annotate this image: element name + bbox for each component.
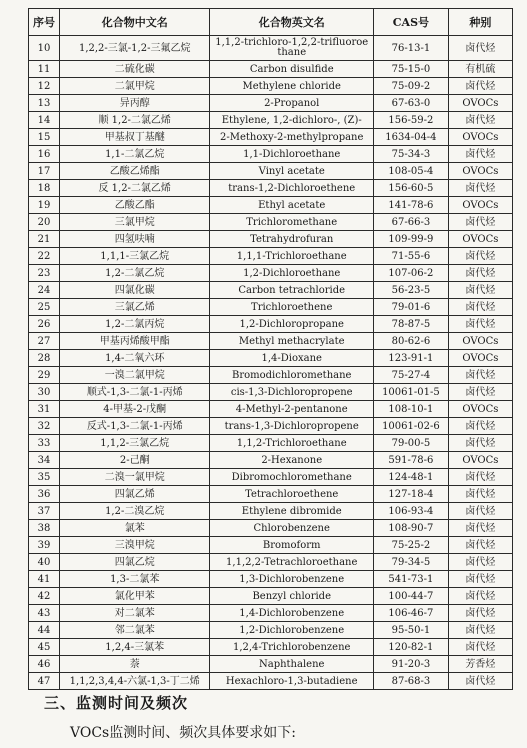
cell-english-name: 1,3-Dichlorobenzene — [210, 571, 374, 588]
cell-category: 卤代烃 — [448, 520, 512, 537]
cell-index: 10 — [29, 36, 60, 61]
cell-index: 12 — [29, 78, 60, 95]
cell-cas: 541-73-1 — [374, 571, 449, 588]
cell-category: 卤代烃 — [448, 588, 512, 605]
cell-category: 卤代烃 — [448, 299, 512, 316]
cell-category: 卤代烃 — [448, 265, 512, 282]
table-row — [29, 163, 513, 180]
cell-english-name: 2-Propanol — [210, 95, 374, 112]
table-row — [29, 231, 513, 248]
cell-chinese-name: 甲基丙烯酸甲酯 — [60, 333, 210, 350]
cell-english-name: 4-Methyl-2-pentanone — [210, 401, 374, 418]
cell-chinese-name: 1,2,4-三氯苯 — [60, 639, 210, 656]
cell-index: 43 — [29, 605, 60, 622]
cell-index: 17 — [29, 163, 60, 180]
cell-index: 11 — [29, 61, 60, 78]
table-row — [29, 78, 513, 95]
cell-index: 13 — [29, 95, 60, 112]
cell-cas: 75-34-3 — [374, 146, 449, 163]
cell-index: 45 — [29, 639, 60, 656]
table-row — [29, 588, 513, 605]
cell-index: 14 — [29, 112, 60, 129]
table-row — [29, 282, 513, 299]
cell-index: 31 — [29, 401, 60, 418]
cell-english-name: Vinyl acetate — [210, 163, 374, 180]
cell-chinese-name: 1,1,2-三氯乙烷 — [60, 435, 210, 452]
cell-cas: 123-91-1 — [374, 350, 449, 367]
cell-english-name: 1,1-Dichloroethane — [210, 146, 374, 163]
table-row — [29, 605, 513, 622]
table-row — [29, 61, 513, 78]
cell-index: 35 — [29, 469, 60, 486]
cell-cas: 76-13-1 — [374, 36, 449, 61]
cell-chinese-name: 顺式-1,3-二氯-1-丙烯 — [60, 384, 210, 401]
cell-cas: 75-09-2 — [374, 78, 449, 95]
cell-english-name: 1,2-Dichloroethane — [210, 265, 374, 282]
cell-chinese-name: 萘 — [60, 656, 210, 673]
cell-index: 37 — [29, 503, 60, 520]
cell-english-name: Methylene chloride — [210, 78, 374, 95]
table-row — [29, 299, 513, 316]
cell-chinese-name: 三溴甲烷 — [60, 537, 210, 554]
cell-chinese-name: 四氯乙烯 — [60, 486, 210, 503]
cell-english-name: 1,1,2,2-Tetrachloroethane — [210, 554, 374, 571]
cell-chinese-name: 1,1-二氯乙烷 — [60, 146, 210, 163]
table-row — [29, 350, 513, 367]
table-row — [29, 452, 513, 469]
cell-index: 15 — [29, 129, 60, 146]
cell-chinese-name: 1,2-二氯乙烷 — [60, 265, 210, 282]
cell-category: OVOCs — [448, 231, 512, 248]
cell-index: 36 — [29, 486, 60, 503]
table-row — [29, 95, 513, 112]
cell-category: 卤代烃 — [448, 36, 512, 61]
cell-category: OVOCs — [448, 163, 512, 180]
cell-category: OVOCs — [448, 197, 512, 214]
cell-index: 41 — [29, 571, 60, 588]
table-row — [29, 384, 513, 401]
cell-english-name: 1,2-Dichlorobenzene — [210, 622, 374, 639]
cell-cas: 91-20-3 — [374, 656, 449, 673]
cell-category: 卤代烃 — [448, 503, 512, 520]
cell-index: 24 — [29, 282, 60, 299]
cell-index: 39 — [29, 537, 60, 554]
table-row — [29, 248, 513, 265]
cell-category: 卤代烃 — [448, 214, 512, 231]
cell-index: 44 — [29, 622, 60, 639]
cell-cas: 67-63-0 — [374, 95, 449, 112]
cell-cas: 80-62-6 — [374, 333, 449, 350]
cell-category: 卤代烃 — [448, 282, 512, 299]
cell-chinese-name: 反 1,2-二氯乙烯 — [60, 180, 210, 197]
cell-chinese-name: 二溴一氯甲烷 — [60, 469, 210, 486]
cell-english-name: 1,1,1-Trichloroethane — [210, 248, 374, 265]
cell-english-name: Bromodichloromethane — [210, 367, 374, 384]
cell-english-name: Ethylene dibromide — [210, 503, 374, 520]
cell-cas: 107-06-2 — [374, 265, 449, 282]
cell-cas: 156-59-2 — [374, 112, 449, 129]
table-row — [29, 656, 513, 673]
header-index: 序号 — [29, 9, 60, 36]
cell-category: 卤代烃 — [448, 418, 512, 435]
cell-index: 25 — [29, 299, 60, 316]
cell-cas: 127-18-4 — [374, 486, 449, 503]
cell-english-name: Trichloroethene — [210, 299, 374, 316]
cell-index: 22 — [29, 248, 60, 265]
cell-index: 26 — [29, 316, 60, 333]
table-row — [29, 571, 513, 588]
table-row — [29, 197, 513, 214]
cell-cas: 108-90-7 — [374, 520, 449, 537]
cell-category: 卤代烃 — [448, 554, 512, 571]
cell-english-name: Benzyl chloride — [210, 588, 374, 605]
cell-english-name: Tetrachloroethene — [210, 486, 374, 503]
header-chinese-name: 化合物中文名 — [60, 9, 210, 36]
cell-english-name: Trichloromethane — [210, 214, 374, 231]
cell-chinese-name: 顺 1,2-二氯乙烯 — [60, 112, 210, 129]
cell-cas: 1634-04-4 — [374, 129, 449, 146]
cell-cas: 78-87-5 — [374, 316, 449, 333]
table-row — [29, 435, 513, 452]
cell-cas: 79-00-5 — [374, 435, 449, 452]
table-row — [29, 622, 513, 639]
cell-index: 38 — [29, 520, 60, 537]
cell-english-name: 1,2,4-Trichlorobenzene — [210, 639, 374, 656]
table-row — [29, 367, 513, 384]
cell-cas: 120-82-1 — [374, 639, 449, 656]
table-body — [29, 36, 513, 690]
table-row — [29, 503, 513, 520]
cell-english-name: Hexachloro-1,3-butadiene — [210, 673, 374, 690]
cell-category: 卤代烃 — [448, 639, 512, 656]
cell-index: 28 — [29, 350, 60, 367]
cell-cas: 106-93-4 — [374, 503, 449, 520]
cell-category: 卤代烃 — [448, 571, 512, 588]
cell-cas: 124-48-1 — [374, 469, 449, 486]
cell-english-name: Carbon tetrachloride — [210, 282, 374, 299]
cell-english-name: Ethylene, 1,2-dichloro-, (Z)- — [210, 112, 374, 129]
cell-cas: 75-25-2 — [374, 537, 449, 554]
cell-english-name: Ethyl acetate — [210, 197, 374, 214]
cell-english-name: 2-Methoxy-2-methylpropane — [210, 129, 374, 146]
cell-category: 有机硫 — [448, 61, 512, 78]
cell-index: 16 — [29, 146, 60, 163]
header-english-name: 化合物英文名 — [210, 9, 374, 36]
cell-chinese-name: 四氯乙烷 — [60, 554, 210, 571]
cell-chinese-name: 1,2-二氯丙烷 — [60, 316, 210, 333]
cell-category: 卤代烃 — [448, 605, 512, 622]
cell-category: 卤代烃 — [448, 384, 512, 401]
table-row — [29, 214, 513, 231]
table-row — [29, 333, 513, 350]
cell-english-name: trans-1,2-Dichloroethene — [210, 180, 374, 197]
cell-cas: 67-66-3 — [374, 214, 449, 231]
table-row — [29, 401, 513, 418]
cell-cas: 79-01-6 — [374, 299, 449, 316]
table-row — [29, 520, 513, 537]
cell-english-name: Chlorobenzene — [210, 520, 374, 537]
cell-english-name: Carbon disulfide — [210, 61, 374, 78]
cell-cas: 108-05-4 — [374, 163, 449, 180]
cell-cas: 10061-01-5 — [374, 384, 449, 401]
table-row — [29, 639, 513, 656]
cell-english-name: Tetrahydrofuran — [210, 231, 374, 248]
cell-chinese-name: 氯化甲苯 — [60, 588, 210, 605]
cell-chinese-name: 三氯乙烯 — [60, 299, 210, 316]
cell-category: 芳香烃 — [448, 656, 512, 673]
cell-index: 42 — [29, 588, 60, 605]
cell-chinese-name: 三氯甲烷 — [60, 214, 210, 231]
cell-cas: 95-50-1 — [374, 622, 449, 639]
cell-index: 46 — [29, 656, 60, 673]
cell-chinese-name: 乙酸乙酯 — [60, 197, 210, 214]
cell-category: 卤代烃 — [448, 435, 512, 452]
cell-chinese-name: 1,4-二氧六环 — [60, 350, 210, 367]
cell-index: 33 — [29, 435, 60, 452]
cell-category: OVOCs — [448, 95, 512, 112]
cell-cas: 75-15-0 — [374, 61, 449, 78]
table-header-row — [29, 9, 513, 36]
table-row — [29, 265, 513, 282]
cell-chinese-name: 一溴二氯甲烷 — [60, 367, 210, 384]
cell-category: OVOCs — [448, 401, 512, 418]
table-row — [29, 129, 513, 146]
cell-category: 卤代烃 — [448, 469, 512, 486]
cell-english-name: 1,2-Dichloropropane — [210, 316, 374, 333]
cell-category: 卤代烃 — [448, 367, 512, 384]
cell-category: OVOCs — [448, 129, 512, 146]
section-paragraph: VOCs监测时间、频次具体要求如下: — [70, 725, 296, 741]
cell-index: 18 — [29, 180, 60, 197]
cell-category: 卤代烃 — [448, 146, 512, 163]
cell-cas: 109-99-9 — [374, 231, 449, 248]
compound-table — [28, 8, 513, 690]
cell-index: 21 — [29, 231, 60, 248]
table-row — [29, 469, 513, 486]
cell-chinese-name: 甲基叔丁基醚 — [60, 129, 210, 146]
cell-english-name: 1,4-Dichlorobenzene — [210, 605, 374, 622]
cell-chinese-name: 邻二氯苯 — [60, 622, 210, 639]
cell-index: 47 — [29, 673, 60, 690]
cell-chinese-name: 四氢呋喃 — [60, 231, 210, 248]
cell-chinese-name: 异丙醇 — [60, 95, 210, 112]
cell-chinese-name: 乙酸乙烯酯 — [60, 163, 210, 180]
cell-chinese-name: 1,2-二溴乙烷 — [60, 503, 210, 520]
cell-chinese-name: 四氯化碳 — [60, 282, 210, 299]
cell-english-name: Naphthalene — [210, 656, 374, 673]
cell-category: 卤代烃 — [448, 316, 512, 333]
table-row — [29, 316, 513, 333]
cell-category: 卤代烃 — [448, 537, 512, 554]
cell-index: 34 — [29, 452, 60, 469]
cell-chinese-name: 4-甲基-2-戊酮 — [60, 401, 210, 418]
cell-chinese-name: 二氯甲烷 — [60, 78, 210, 95]
cell-cas: 591-78-6 — [374, 452, 449, 469]
cell-chinese-name: 2-己酮 — [60, 452, 210, 469]
table-row — [29, 112, 513, 129]
cell-cas: 75-27-4 — [374, 367, 449, 384]
cell-category: 卤代烃 — [448, 248, 512, 265]
cell-cas: 10061-02-6 — [374, 418, 449, 435]
cell-cas: 79-34-5 — [374, 554, 449, 571]
cell-index: 27 — [29, 333, 60, 350]
cell-index: 20 — [29, 214, 60, 231]
cell-cas: 87-68-3 — [374, 673, 449, 690]
table-row — [29, 180, 513, 197]
table-row — [29, 673, 513, 690]
header-category: 种别 — [448, 9, 512, 36]
cell-cas: 106-46-7 — [374, 605, 449, 622]
cell-english-name: 1,4-Dioxane — [210, 350, 374, 367]
cell-index: 23 — [29, 265, 60, 282]
cell-cas: 141-78-6 — [374, 197, 449, 214]
table-row — [29, 418, 513, 435]
cell-category: 卤代烃 — [448, 78, 512, 95]
cell-category: 卤代烃 — [448, 112, 512, 129]
cell-category: OVOCs — [448, 452, 512, 469]
cell-cas: 56-23-5 — [374, 282, 449, 299]
cell-category: OVOCs — [448, 350, 512, 367]
cell-index: 30 — [29, 384, 60, 401]
cell-cas: 156-60-5 — [374, 180, 449, 197]
cell-english-name: cis-1,3-Dichloropropene — [210, 384, 374, 401]
table-row — [29, 486, 513, 503]
cell-english-name: Methyl methacrylate — [210, 333, 374, 350]
cell-chinese-name: 1,1,2,3,4,4-六氯-1,3-丁二烯 — [60, 673, 210, 690]
header-cas: CAS号 — [374, 9, 449, 36]
cell-cas: 71-55-6 — [374, 248, 449, 265]
cell-category: 卤代烃 — [448, 673, 512, 690]
cell-english-name: Dibromochloromethane — [210, 469, 374, 486]
cell-category: 卤代烃 — [448, 622, 512, 639]
cell-chinese-name: 对二氯苯 — [60, 605, 210, 622]
cell-index: 19 — [29, 197, 60, 214]
section-heading: 三、监测时间及频次 — [44, 694, 189, 712]
cell-chinese-name: 氯苯 — [60, 520, 210, 537]
cell-english-name: Bromoform — [210, 537, 374, 554]
cell-index: 32 — [29, 418, 60, 435]
cell-category: OVOCs — [448, 333, 512, 350]
cell-chinese-name: 1,3-二氯苯 — [60, 571, 210, 588]
cell-category: 卤代烃 — [448, 180, 512, 197]
table-row — [29, 36, 513, 61]
table-row — [29, 537, 513, 554]
cell-english-name: trans-1,3-Dichloropropene — [210, 418, 374, 435]
cell-index: 29 — [29, 367, 60, 384]
cell-english-name: 1,1,2-trichloro-1,2,2-trifluoroe thane — [210, 36, 374, 61]
cell-english-name: 1,1,2-Trichloroethane — [210, 435, 374, 452]
cell-chinese-name: 1,1,1-三氯乙烷 — [60, 248, 210, 265]
table-row — [29, 554, 513, 571]
table-row — [29, 146, 513, 163]
cell-cas: 100-44-7 — [374, 588, 449, 605]
cell-chinese-name: 二硫化碳 — [60, 61, 210, 78]
cell-english-name: 2-Hexanone — [210, 452, 374, 469]
cell-chinese-name: 1,2,2-三氯-1,2-三氟乙烷 — [60, 36, 210, 61]
cell-chinese-name: 反式-1,3-二氯-1-丙烯 — [60, 418, 210, 435]
cell-index: 40 — [29, 554, 60, 571]
cell-cas: 108-10-1 — [374, 401, 449, 418]
cell-category: 卤代烃 — [448, 486, 512, 503]
